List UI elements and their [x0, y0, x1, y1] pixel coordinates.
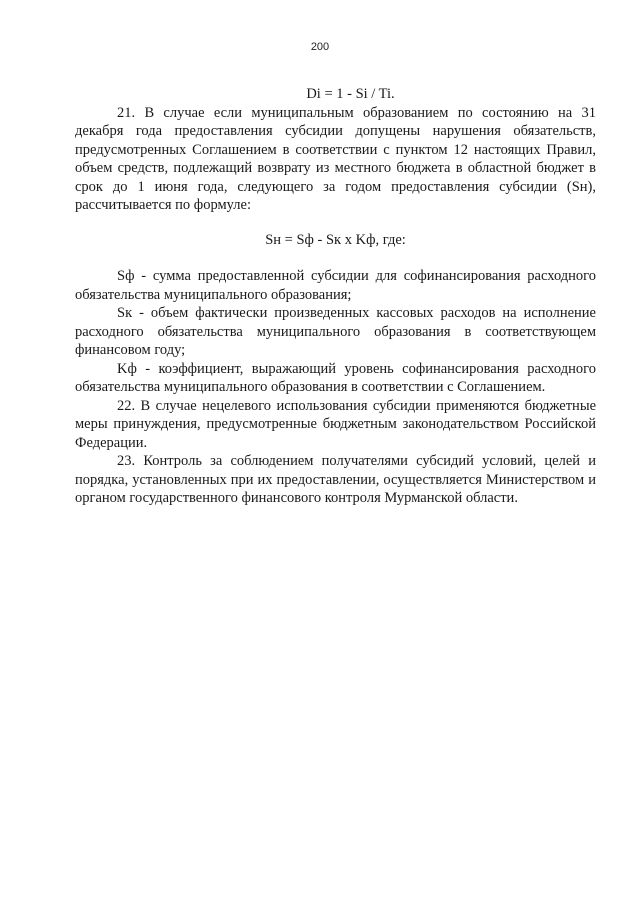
document-body [75, 85, 596, 508]
definition-sf: Sф - сумма предоставленной субсидии для софинансирования расходного обязательства муниципального образования; [75, 268, 596, 303]
paragraph-22: 22. В случае нецелевого использования субсидии применяются бюджетные меры принуждения, предусмотренные бюджетным законодательством Российской Федерации. [75, 397, 596, 451]
formula-di: Di = 1 - Si / Ti. [306, 86, 395, 102]
paragraph-23: 23. Контроль за соблюдением получателями субсидий условий, целей и порядка, установленных при их предоставлении, осуществляется Министерством и органом государственного финансового контроля Мурманской области. [75, 453, 596, 506]
paragraph-21: 21. В случае если муниципальным образованием по состоянию на 31 декабря года предоставления субсидии допущены нарушения обязательств, предусмотренных Соглашением в соответствии с пунктом 12 настоящих Правил, объем средств, подлежащий возврату из местного бюджета в областной бюджет в срок до 1 июня года, следующего за годом предоставления субсидии (Sн), рассчитывается по формуле: [75, 104, 596, 213]
page-number: 200 [310, 41, 330, 53]
definition-kf: Kф - коэффициент, выражающий уровень софинансирования расходного обязательства муниципального образования в соответствии с Соглашением. [75, 360, 596, 395]
definition-sk: Sк - объем фактически произведенных кассовых расходов на исполнение расходного обязательства муниципального образования в соответствующем финансовом году; [75, 305, 596, 358]
formula-sn: Sн = Sф - Sк x Kф, где: [265, 231, 406, 248]
